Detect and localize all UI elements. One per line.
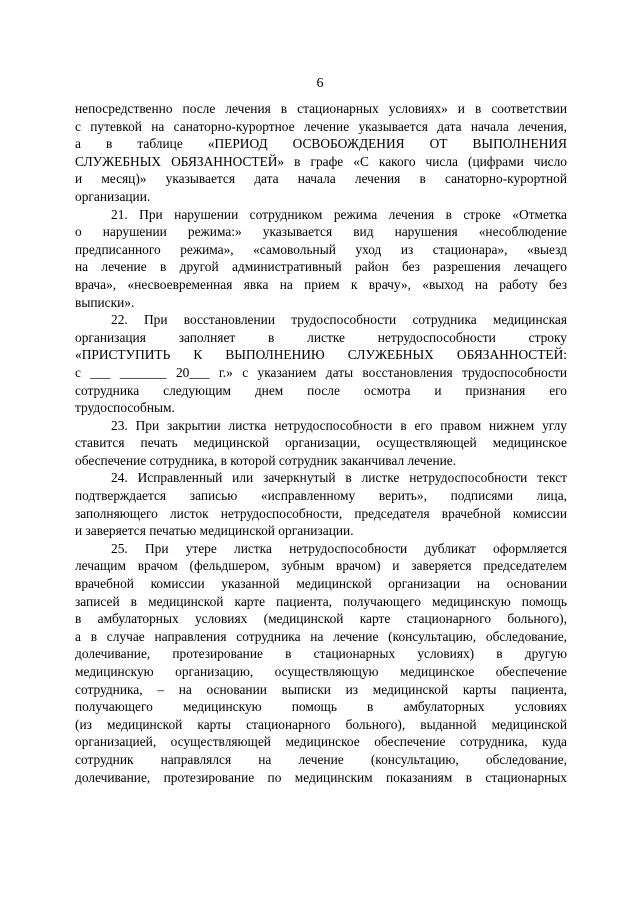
text-line: медицинскую организацию, осуществляющую медицинское обеспечение [75, 664, 567, 679]
text-line: непосредственно после лечения в стационарных условиях» и в соответствии [75, 101, 567, 116]
text-line: а в таблице «ПЕРИОД ОСВОБОЖДЕНИЯ ОТ ВЫПОЛНЕНИЯ [75, 136, 567, 152]
text-line: получающего медицинскую помощь в амбулаторных условиях [75, 699, 567, 715]
text-line: 22. При восстановлении трудоспособности сотрудника медицинская [111, 312, 567, 328]
text-line: лечащим врачом (фельдшером, зубным врачом) и заверяется председателем [75, 558, 567, 574]
text-line: подтверждается записью «исправленному верить», подписями лица, [75, 488, 567, 504]
text-line: врачебной комиссии указанной медицинской организации на основании [75, 576, 567, 592]
text-line: сотрудника следующим днем после осмотра и признания его [75, 382, 567, 398]
text-line: заполняющего листок нетрудоспособности, председателя врачебной комиссии [75, 505, 567, 521]
text-line: и заверяется печатью медицинской организации. [75, 523, 354, 539]
text-line: трудоспособным. [75, 400, 175, 416]
text-line: «ПРИСТУПИТЬ К ВЫПОЛНЕНИЮ СЛУЖЕБНЫХ ОБЯЗАННОСТЕЙ: [75, 347, 567, 363]
text-line: ставится печать медицинской организации, осуществляющей медицинское [75, 435, 567, 451]
text-line: долечивание, протезирование по медицинским показаниям в стационарных [75, 769, 567, 785]
text-line: в амбулаторных условиях (медицинской карте стационарного больного), [75, 611, 567, 627]
text-line: (из медицинской карты стационарного больного), выданной медицинской [75, 716, 567, 732]
text-line: записей в медицинской карте пациента, получающего медицинскую помощь [75, 593, 567, 609]
text-line: на лечение в другой административный район без разрешения лечащего [75, 259, 567, 275]
text-line: организация заполняет в листке нетрудоспособности строку [75, 329, 567, 345]
text-line: организации. [75, 188, 151, 204]
text-line: обеспечение сотрудника, в которой сотрудник заканчивал лечение. [75, 452, 457, 468]
text-line: 21. При нарушении сотрудником режима лечения в строке «Отметка [111, 206, 567, 222]
text-line: врача», «несвоевременная явка на прием к врачу», «выход на работу без [75, 276, 567, 292]
text-line: с ___ _______ 20___ г.» с указанием даты восстановления трудоспособности [75, 364, 567, 380]
body-text [75, 100, 567, 786]
text-line: о нарушении режима:» указывается вид нарушения «несоблюдение [75, 224, 567, 240]
text-line: СЛУЖЕБНЫХ ОБЯЗАННОСТЕЙ» в графе «С какого числа (цифрами число [75, 153, 567, 169]
text-line: выписки». [75, 294, 135, 310]
text-line: 25. При утере листка нетрудоспособности дубликат оформляется [111, 540, 567, 556]
page-number: 6 [316, 76, 324, 91]
text-line: 23. При закрытии листка нетрудоспособности в его правом нижнем углу [111, 417, 567, 433]
text-line: организацией, осуществляющей медицинское обеспечение сотрудника, куда [75, 734, 567, 750]
text-line: сотрудник направлялся на лечение (консультацию, обследование, [75, 751, 567, 767]
text-line: с путевкой на санаторно-курортное лечение указывается дата начала лечения, [75, 118, 567, 134]
text-line: долечивание, протезирование в стационарных условиях) в другую [75, 646, 567, 662]
text-line: и месяц)» указывается дата начала лечения в санаторно-курортной [75, 171, 567, 187]
text-line: 24. Исправленный или зачеркнутый в листке нетрудоспособности текст [111, 470, 567, 486]
text-line: предписанного режима», «самовольный уход из стационара», «выезд [75, 241, 567, 257]
text-line: а в случае направления сотрудника на лечение (консультацию, обследование, [75, 628, 567, 644]
text-line: сотрудника, – на основании выписки из медицинской карты пациента, [75, 681, 567, 697]
